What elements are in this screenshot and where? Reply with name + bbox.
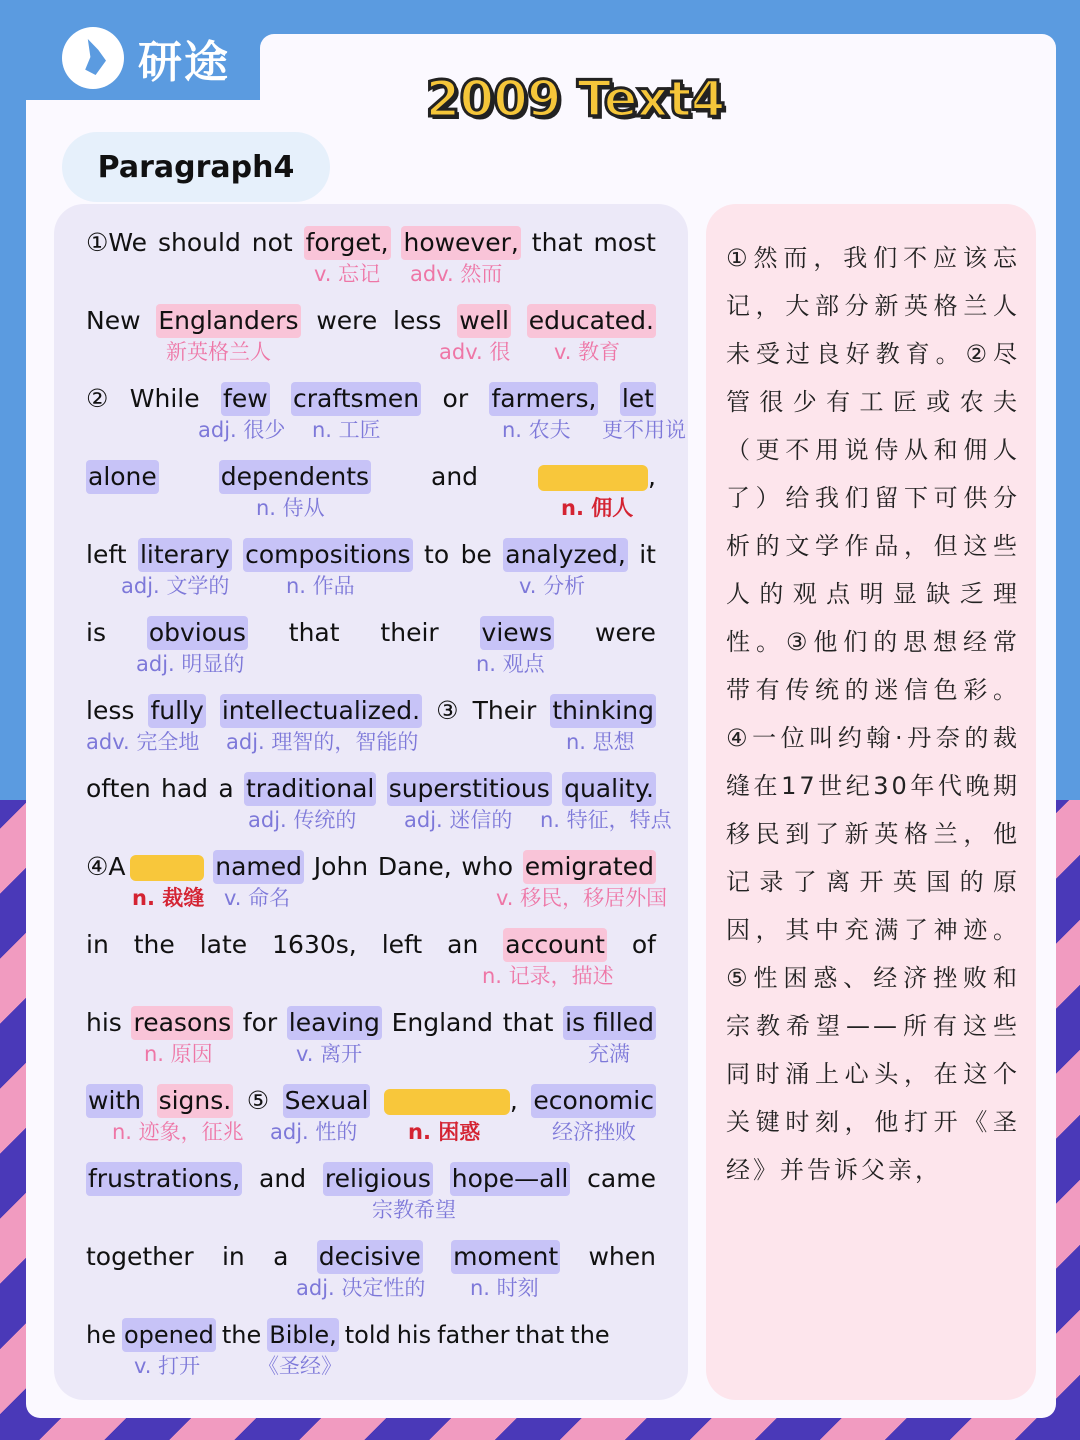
annotation: 更不用说 (602, 418, 686, 442)
annotation: adv. 很 (439, 340, 511, 364)
annotation: n. 作品 (286, 574, 355, 598)
annotation: v. 打开 (134, 1354, 201, 1378)
annotation: 充满 (588, 1042, 630, 1066)
vocab-word: craftsmen (291, 382, 421, 416)
word: less (393, 306, 442, 335)
vocab-word: forget, (304, 226, 391, 260)
vocab-word: intellectualized. (220, 694, 422, 728)
text-line (86, 616, 656, 680)
vocab-word: economic (531, 1084, 656, 1118)
vocab-word: Bible, (267, 1318, 338, 1352)
answer-annotation: n. 困惑 (408, 1120, 481, 1144)
vocab-word: frustrations, (86, 1162, 242, 1196)
word: were (316, 306, 378, 335)
word: that (515, 1321, 565, 1349)
vocab-word: named (213, 850, 304, 884)
annotation: n. 思想 (566, 730, 635, 754)
word: came (587, 1164, 656, 1193)
word: in (86, 930, 109, 959)
word: ⑤ (246, 1086, 270, 1115)
text-line (86, 1084, 656, 1148)
annotation: 新英格兰人 (166, 340, 271, 364)
vocab-word: emigrated (523, 850, 656, 884)
text-line (86, 1240, 656, 1304)
word: ③ (436, 696, 459, 725)
word: his (396, 1321, 432, 1349)
annotation: v. 离开 (296, 1042, 363, 1066)
text-line (86, 772, 672, 836)
word: to (424, 540, 450, 569)
word: for (242, 1008, 278, 1037)
annotation: v. 命名 (224, 886, 291, 910)
word: ④A (86, 852, 126, 881)
annotation: v. 教育 (554, 340, 621, 364)
answer-blank (538, 465, 648, 491)
word: the (133, 930, 175, 959)
word: John (313, 852, 369, 881)
vocab-word: educated. (527, 304, 656, 338)
annotation: v. 移民，移居外国 (496, 886, 668, 910)
paragraph-label: Paragraph4 (62, 132, 330, 202)
word: Dane, (377, 852, 452, 881)
answer-blank (130, 855, 204, 881)
vocab-word: few (221, 382, 270, 416)
text-line (86, 1006, 656, 1070)
vocab-word: opened (122, 1318, 216, 1352)
annotation: n. 原因 (144, 1042, 213, 1066)
word: New (86, 306, 141, 335)
word: late (199, 930, 248, 959)
word: had (161, 774, 209, 803)
annotation: adj. 很少 (198, 418, 286, 442)
word: that (288, 618, 340, 647)
text-line (86, 304, 656, 368)
annotation: n. 记录，描述 (482, 964, 614, 988)
word: less (86, 696, 135, 725)
vocab-word: quality. (562, 772, 656, 806)
text-line (86, 850, 668, 914)
vocab-word: is filled (563, 1006, 656, 1040)
vocab-word: farmers, (489, 382, 598, 416)
word: is (86, 618, 106, 647)
vocab-word: fully (148, 694, 205, 728)
word: in (221, 1242, 245, 1271)
word: a (218, 774, 234, 803)
annotation: n. 农夫 (502, 418, 571, 442)
text-line (86, 694, 656, 758)
brand-name: 研途 (138, 37, 230, 88)
annotation: n. 迹象，征兆 (112, 1120, 244, 1144)
blank-slot (538, 460, 656, 494)
text-line (86, 1318, 656, 1382)
annotation: 宗教希望 (372, 1198, 456, 1222)
annotation: n. 时刻 (470, 1276, 539, 1300)
word: the (570, 1321, 610, 1349)
vocab-word: religious (323, 1162, 433, 1196)
vocab-word: traditional (244, 772, 376, 806)
annotation: adj. 文学的 (121, 574, 230, 598)
word: left (381, 930, 423, 959)
vocab-word: however, (401, 226, 520, 260)
vocab-word: hope—all (450, 1162, 571, 1196)
vocab-word: views (480, 616, 555, 650)
word: Their (472, 696, 537, 725)
annotation: adj. 理智的，智能的 (226, 730, 419, 754)
answer-blank (384, 1089, 510, 1115)
vocab-word: Englanders (156, 304, 300, 338)
text-line (86, 460, 656, 524)
word: not (251, 228, 293, 257)
word: ② (86, 384, 109, 413)
word: 1630s, (272, 930, 357, 959)
translation-text: ①然而，我们不应该忘记，大部分新英格兰人未受过良好教育。②尽管很少有工匠或农夫（更不用说侍从和佣人了）给我们留下可供分析的文学作品，但这些人的观点明显缺乏理性。③他们的思想经常带有传统的迷信色彩。④一位叫约翰·丹奈的裁缝在17世纪30年代晚期移民到了新英格兰，他记录了离开英国的原因，其中充满了神迹。⑤性困惑、经济挫败和宗教希望——所有这些同时涌上心头，在这个关键时刻，他打开《圣经》并告诉父亲， (726, 244, 1020, 1184)
word: be (460, 540, 492, 569)
word: an (447, 930, 479, 959)
vocab-word: dependents (219, 460, 371, 494)
word: who (461, 852, 513, 881)
annotation: adv. 然而 (410, 262, 503, 286)
vocab-word: superstitious (387, 772, 552, 806)
word: and (431, 462, 479, 491)
vocab-word: moment (451, 1240, 560, 1274)
word: when (588, 1242, 656, 1271)
word: were (595, 618, 656, 647)
annotation: n. 观点 (476, 652, 545, 676)
word: his (86, 1008, 122, 1037)
word: and (259, 1164, 307, 1193)
word: he (86, 1321, 116, 1349)
text-line (86, 538, 656, 602)
word: , (648, 462, 656, 491)
word: While (129, 384, 200, 413)
vocab-word: leaving (287, 1006, 382, 1040)
word: England (391, 1008, 494, 1037)
vocab-word: thinking (550, 694, 656, 728)
word: should (157, 228, 241, 257)
vocab-word: analyzed, (503, 538, 628, 572)
annotation: adj. 决定性的 (296, 1276, 426, 1300)
vocab-word: literary (138, 538, 232, 572)
annotation: 经济挫败 (552, 1120, 636, 1144)
vocab-word: signs. (157, 1084, 234, 1118)
annotation: v. 忘记 (314, 262, 381, 286)
word: most (593, 228, 656, 257)
word: , (509, 1086, 518, 1115)
answer-annotation: n. 佣人 (561, 496, 634, 520)
word: a (273, 1242, 289, 1271)
word: their (380, 618, 439, 647)
annotation: adj. 迷信的 (404, 808, 513, 832)
word: of (631, 930, 656, 959)
annotation: adj. 性的 (270, 1120, 358, 1144)
annotation: adj. 明显的 (136, 652, 245, 676)
annotation: adj. 传统的 (248, 808, 357, 832)
annotation: v. 分析 (519, 574, 586, 598)
vocab-word: alone (86, 460, 159, 494)
annotation: 《圣经》 (258, 1354, 342, 1378)
word: that (531, 228, 583, 257)
text-line (86, 382, 686, 446)
word: it (639, 540, 656, 569)
brand-logo (62, 26, 230, 90)
word: or (442, 384, 469, 413)
vocab-word: Sexual (283, 1084, 371, 1118)
word: told (344, 1321, 391, 1349)
text-line (86, 1162, 656, 1226)
vocab-word: compositions (243, 538, 412, 572)
answer-annotation: n. 裁缝 (132, 886, 205, 910)
vocab-word: obvious (147, 616, 248, 650)
word: ①We (86, 228, 148, 257)
word: often (86, 774, 151, 803)
word: the (221, 1321, 262, 1349)
annotation: n. 工匠 (312, 418, 381, 442)
vocab-word: decisive (317, 1240, 423, 1274)
annotation: adv. 完全地 (86, 730, 200, 754)
page-title: 2009 Text4 (425, 70, 725, 128)
vocab-word: reasons (131, 1006, 233, 1040)
translation-panel (706, 204, 1036, 1400)
unicorn-icon (62, 27, 124, 89)
text-line (86, 928, 656, 992)
blank-slot (86, 850, 204, 884)
text-line (86, 226, 656, 290)
vocab-word: account (503, 928, 607, 962)
blank-slot (384, 1084, 518, 1118)
vocab-word: with (86, 1084, 143, 1118)
annotation: n. 侍从 (256, 496, 325, 520)
annotation: n. 特征，特点 (540, 808, 672, 832)
word: left (86, 540, 127, 569)
word: together (86, 1242, 194, 1271)
word: that (502, 1008, 554, 1037)
word: father (437, 1321, 510, 1349)
vocab-word: well (457, 304, 511, 338)
vocab-word: let (620, 382, 656, 416)
